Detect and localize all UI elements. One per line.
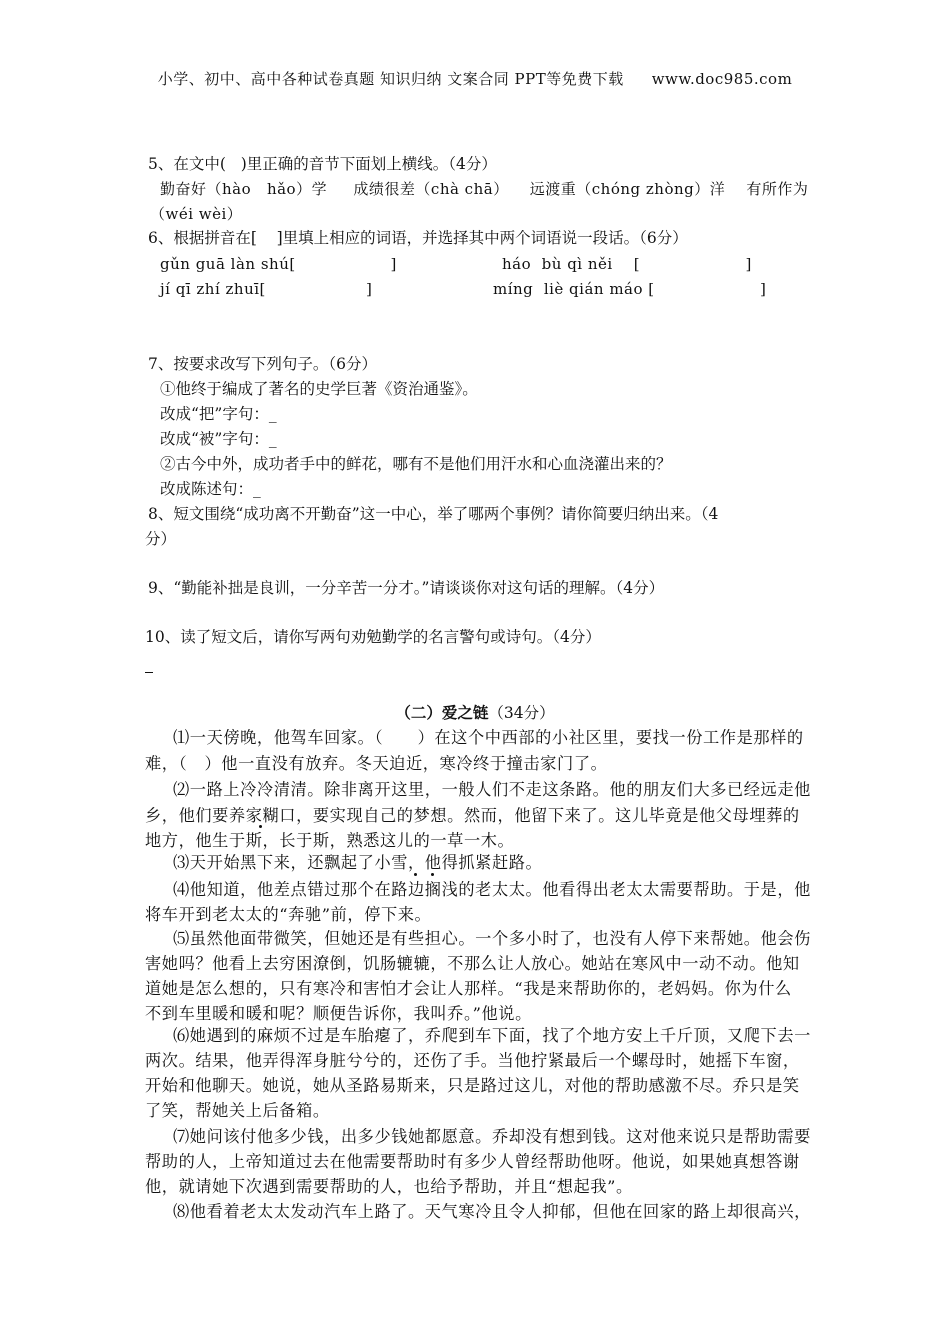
emphasis-dot — [259, 825, 262, 828]
passage-line: ⑸虽然他面带微笑，但她还是有些担心。一个多小时了，也没有人停下来帮她。他会伤 — [173, 929, 811, 948]
passage-line: 他，就请她下次遇到需要帮助的人，也给予帮助，并且“想起我”。 — [145, 1177, 633, 1196]
q6-row2-right: míng liè qián máo [ ] — [493, 280, 767, 298]
header-text: 小学、初中、高中各种试卷真题 知识归纳 文案合同 PPT等免费下载 — [157, 70, 624, 88]
passage-line: 两次。结果，他弄得浑身脏兮兮的，还伤了手。当他拧紧最后一个螺母时，她摇下车窗， — [145, 1051, 800, 1070]
passage-line: 帮助的人，上帝知道过去在他需要帮助时有多少人曾经帮助他呀。他说，如果她真想答谢 — [145, 1152, 800, 1171]
q8-line1: 8、短文围绕“成功离不开勤奋”这一中心，举了哪两个事例？请你简要归纳出来。（4 — [148, 505, 719, 523]
q7-sentence1: ①他终于编成了著名的史学巨著《资治通鉴》。 — [160, 380, 478, 398]
passage-line: ⑺她问该付他多少钱，出多少钱她都愿意。乔却没有想到钱。这对他来说只是帮助需要 — [173, 1127, 811, 1146]
passage-line: ⑷他知道，他差点错过那个在路边搁浅的老太太。他看得出老太太需要帮助。于是，他 — [173, 880, 811, 899]
emphasis-dot — [414, 873, 417, 876]
passage-line: ⑴一天傍晚，他驾车回家。（ ）在这个中西部的小社区里，要找一份工作是那样的 — [173, 728, 804, 747]
passage-line: 了笑，帮她关上后备箱。 — [145, 1101, 330, 1120]
passage-line: ⑹她遇到的麻烦不过是车胎瘪了，乔爬到车下面，找了个地方安上千斤顶，又爬下去一 — [173, 1026, 811, 1045]
q8-line2: 分） — [145, 530, 177, 548]
q7-title: 7、按要求改写下列句子。（6分） — [148, 355, 377, 373]
q6-title: 6、根据拼音在[ ]里填上相应的词语，并选择其中两个词语说一段话。（6分） — [148, 229, 688, 247]
q9-line1: 9、“勤能补拙是良训，一分辛苦一分才。”请谈谈你对这句话的理解。（4分） — [148, 579, 665, 597]
q6-row2-left: jí qī zhí zhuī[ ] — [160, 280, 373, 298]
section2-title-bold: （二）爱之链 — [395, 703, 489, 722]
q7-bei-sentence: 改成“被”字句：_ — [160, 430, 277, 448]
q7-declarative-sentence: 改成陈述句：_ — [160, 480, 261, 498]
answer-underline — [145, 672, 153, 673]
q5-title: 5、在文中( )里正确的音节下面划上横线。（4分） — [148, 155, 497, 173]
q7-ba-sentence: 改成“把”字句：_ — [160, 405, 277, 423]
page-header — [0, 68, 950, 89]
q6-row1-left: gǔn guā làn shú[ ] — [160, 255, 397, 273]
emphasis-dot — [431, 873, 434, 876]
q5-line1: 勤奋好（hào hǎo）学 成绩很差（chà chā） 远渡重（chóng zhòng）洋 有所作为 — [160, 180, 809, 198]
passage-line: ⑻他看着老太太发动汽车上路了。天气寒冷且令人抑郁，但他在回家的路上却很高兴， — [173, 1202, 811, 1221]
header-url: www.doc985.com — [651, 70, 793, 88]
passage-line: ⑶天开始黑下来，还飘起了小雪，他得抓紧赶路。 — [173, 853, 543, 872]
passage-line: 将车开到老太太的“奔驰”前，停下来。 — [145, 905, 432, 924]
q7-sentence2: ②古今中外，成功者手中的鲜花，哪有不是他们用汗水和心血浇灌出来的？ — [160, 455, 672, 473]
passage-line: 乡，他们要养家糊口，要实现自己的梦想。然而，他留下来了。这儿毕竟是他父母埋葬的 — [145, 806, 800, 825]
passage-line: ⑵一路上冷冷清清。除非离开这里，一般人们不走这条路。他的朋友们大多已经远走他 — [173, 780, 811, 799]
passage-line: 难，（ ）他一直没有放弃。冬天迫近，寒冷终于撞击家门了。 — [145, 754, 608, 773]
passage-line: 不到车里暖和暖和呢？顺便告诉你，我叫乔。”他说。 — [145, 1004, 532, 1023]
q5-line2: （wéi wèi） — [150, 205, 243, 223]
passage-line: 害她吗？他看上去穷困潦倒，饥肠辘辘，不那么让人放心。她站在寒风中一动不动。他知 — [145, 954, 800, 973]
q6-row1-right: háo bù qì něi [ ] — [502, 255, 752, 273]
section2-title — [0, 702, 950, 724]
q10-line1: 10、读了短文后，请你写两句劝勉勤学的名言警句或诗句。（4分） — [145, 628, 601, 646]
section2-score: （34分） — [488, 704, 555, 722]
passage-line: 地方，他生于斯，长于斯，熟悉这儿的一草一木。 — [145, 831, 515, 850]
passage-line: 道她是怎么想的，只有寒冷和害怕才会让人那样。“我是来帮助你的，老妈妈。你为什么 — [145, 979, 792, 998]
passage-line: 开始和他聊天。她说，她从圣路易斯来，只是路过这儿，对他的帮助感激不尽。乔只是笑 — [145, 1076, 800, 1095]
